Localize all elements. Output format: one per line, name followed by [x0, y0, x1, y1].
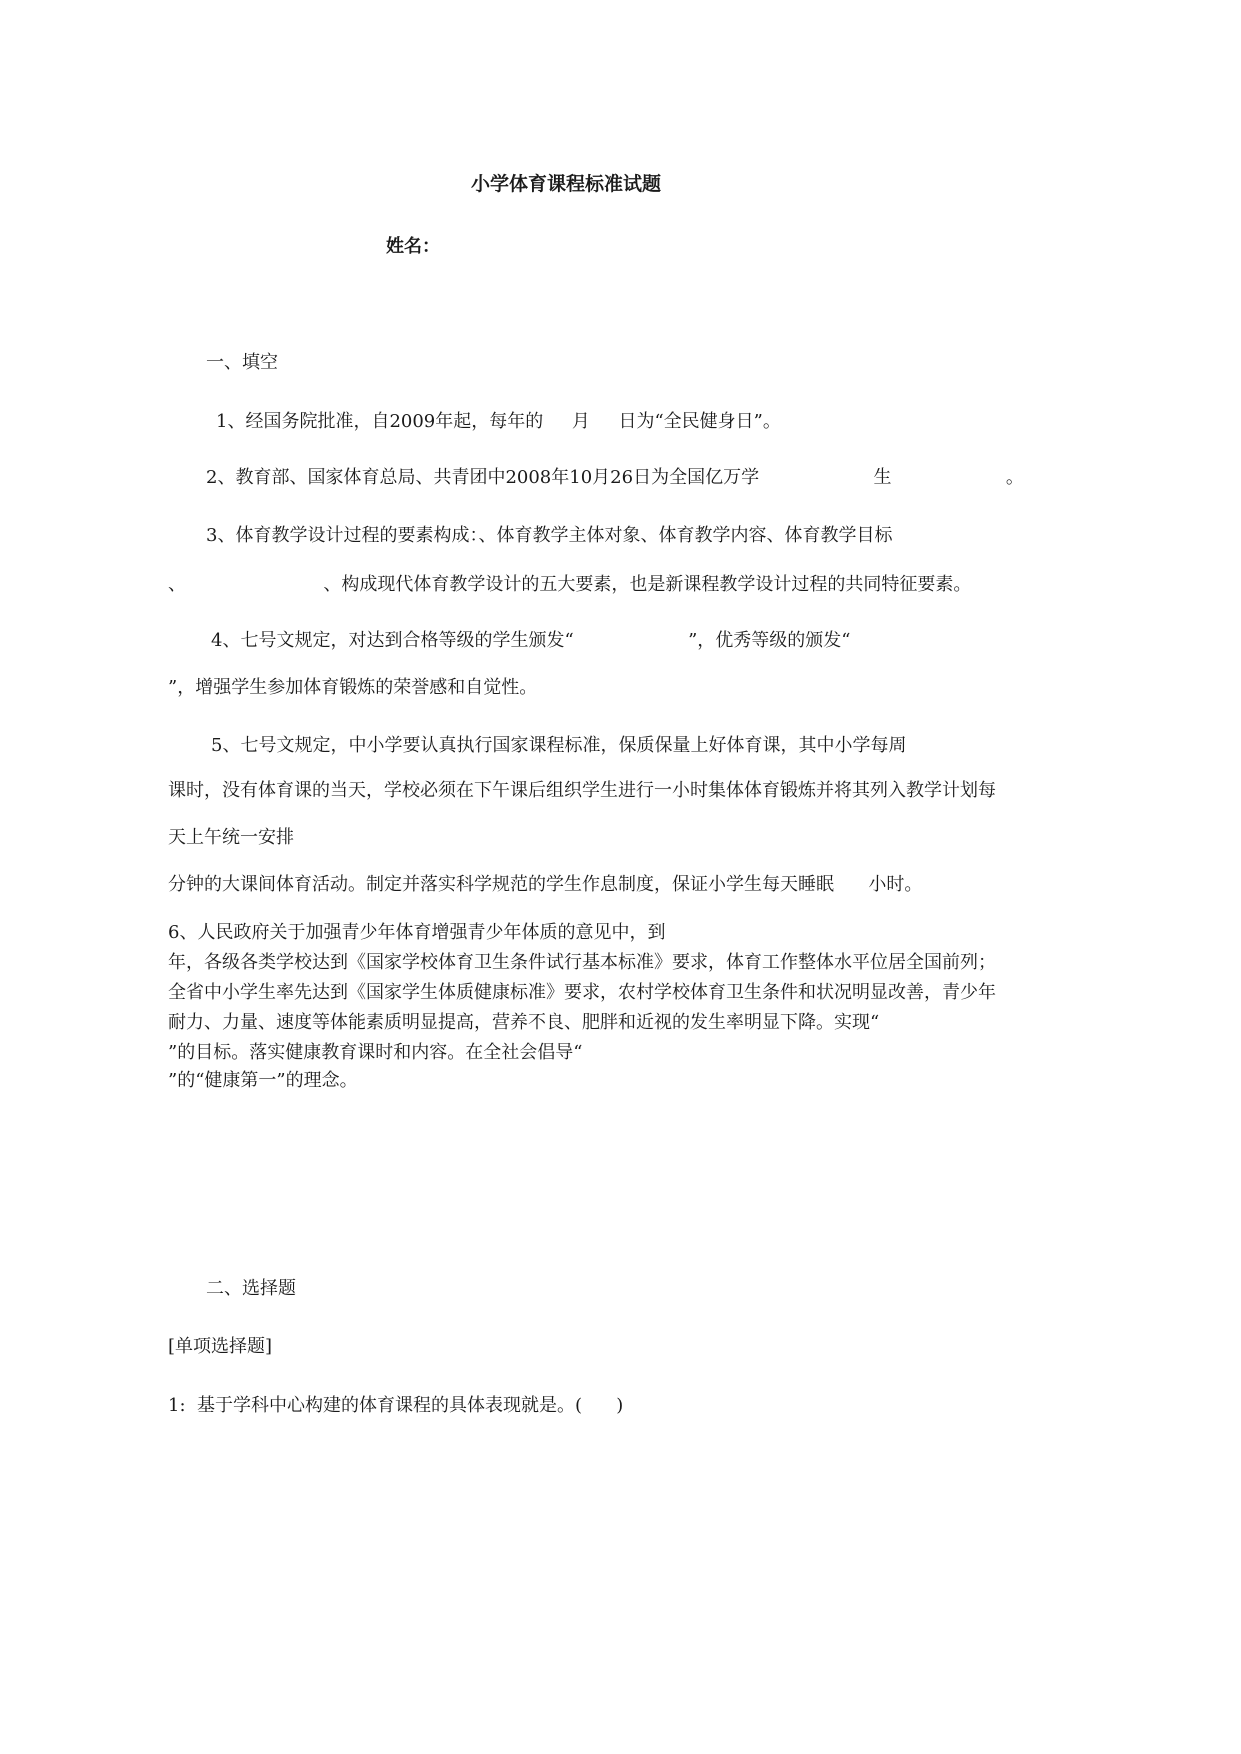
question-3-line-2: 、 、构成现代体育教学设计的五大要素，也是新课程教学设计过程的共同特征要素。: [168, 574, 972, 595]
question-3-line-1: 3、体育教学设计过程的要素构成：、体育教学主体对象、体育教学内容、体育教学目标: [206, 525, 893, 546]
question-1: 1、经国务院批准，自2009年起，每年的 月 日为“全民健身日”。: [216, 411, 781, 432]
name-label: 姓名：: [386, 236, 440, 257]
page-title: 小学体育课程标准试题: [471, 173, 662, 195]
choice-question-1: 1: 基于学科中心构建的体育课程的具体表现就是。( ): [168, 1395, 624, 1416]
question-5-line-2: 课时，没有体育课的当天，学校必须在下午课后组织学生进行一小时集体体育锻炼并将其列入教学计划每: [168, 780, 996, 801]
question-5-line-1: 5、七号文规定，中小学要认真执行国家课程标准，保质保量上好体育课，其中小学每周: [211, 735, 907, 756]
single-choice-subheading: [单项选择题]: [168, 1336, 273, 1357]
section-heading-fill-in: 一、填空: [206, 352, 278, 373]
question-4-line-1: 4、七号文规定，对达到合格等级的学生颁发“ ”，优秀等级的颁发“: [211, 630, 851, 651]
question-6-line-3: 全省中小学生率先达到《国家学生体质健康标准》要求，农村学校体育卫生条件和状况明显改善，青少年: [168, 982, 996, 1003]
section-heading-choice: 二、选择题: [206, 1278, 296, 1299]
question-5-line-3: 天上午统一安排: [168, 827, 294, 848]
question-6-line-4: 耐力、力量、速度等体能素质明显提高，营养不良、肥胖和近视的发生率明显下降。实现“: [168, 1012, 880, 1033]
question-2: 2、教育部、国家体育总局、共青团中2008年10月26日为全国亿万学 生 。: [206, 467, 1024, 488]
question-6-line-6: ”的“健康第一”的理念。: [168, 1070, 358, 1091]
question-6-line-5: ”的目标。落实健康教育课时和内容。在全社会倡导“: [168, 1042, 583, 1063]
question-6-line-1: 6、人民政府关于加强青少年体育增强青少年体质的意见中，到: [168, 922, 666, 943]
question-4-line-2: ”，增强学生参加体育锻炼的荣誉感和自觉性。: [168, 677, 538, 698]
question-6-line-2: 年，各级各类学校达到《国家学校体育卫生条件试行基本标准》要求，体育工作整体水平位居全国前列；: [168, 952, 996, 973]
question-5-line-4: 分钟的大课间体育活动。制定并落实科学规范的学生作息制度，保证小学生每天睡眠 小时。: [168, 874, 923, 895]
